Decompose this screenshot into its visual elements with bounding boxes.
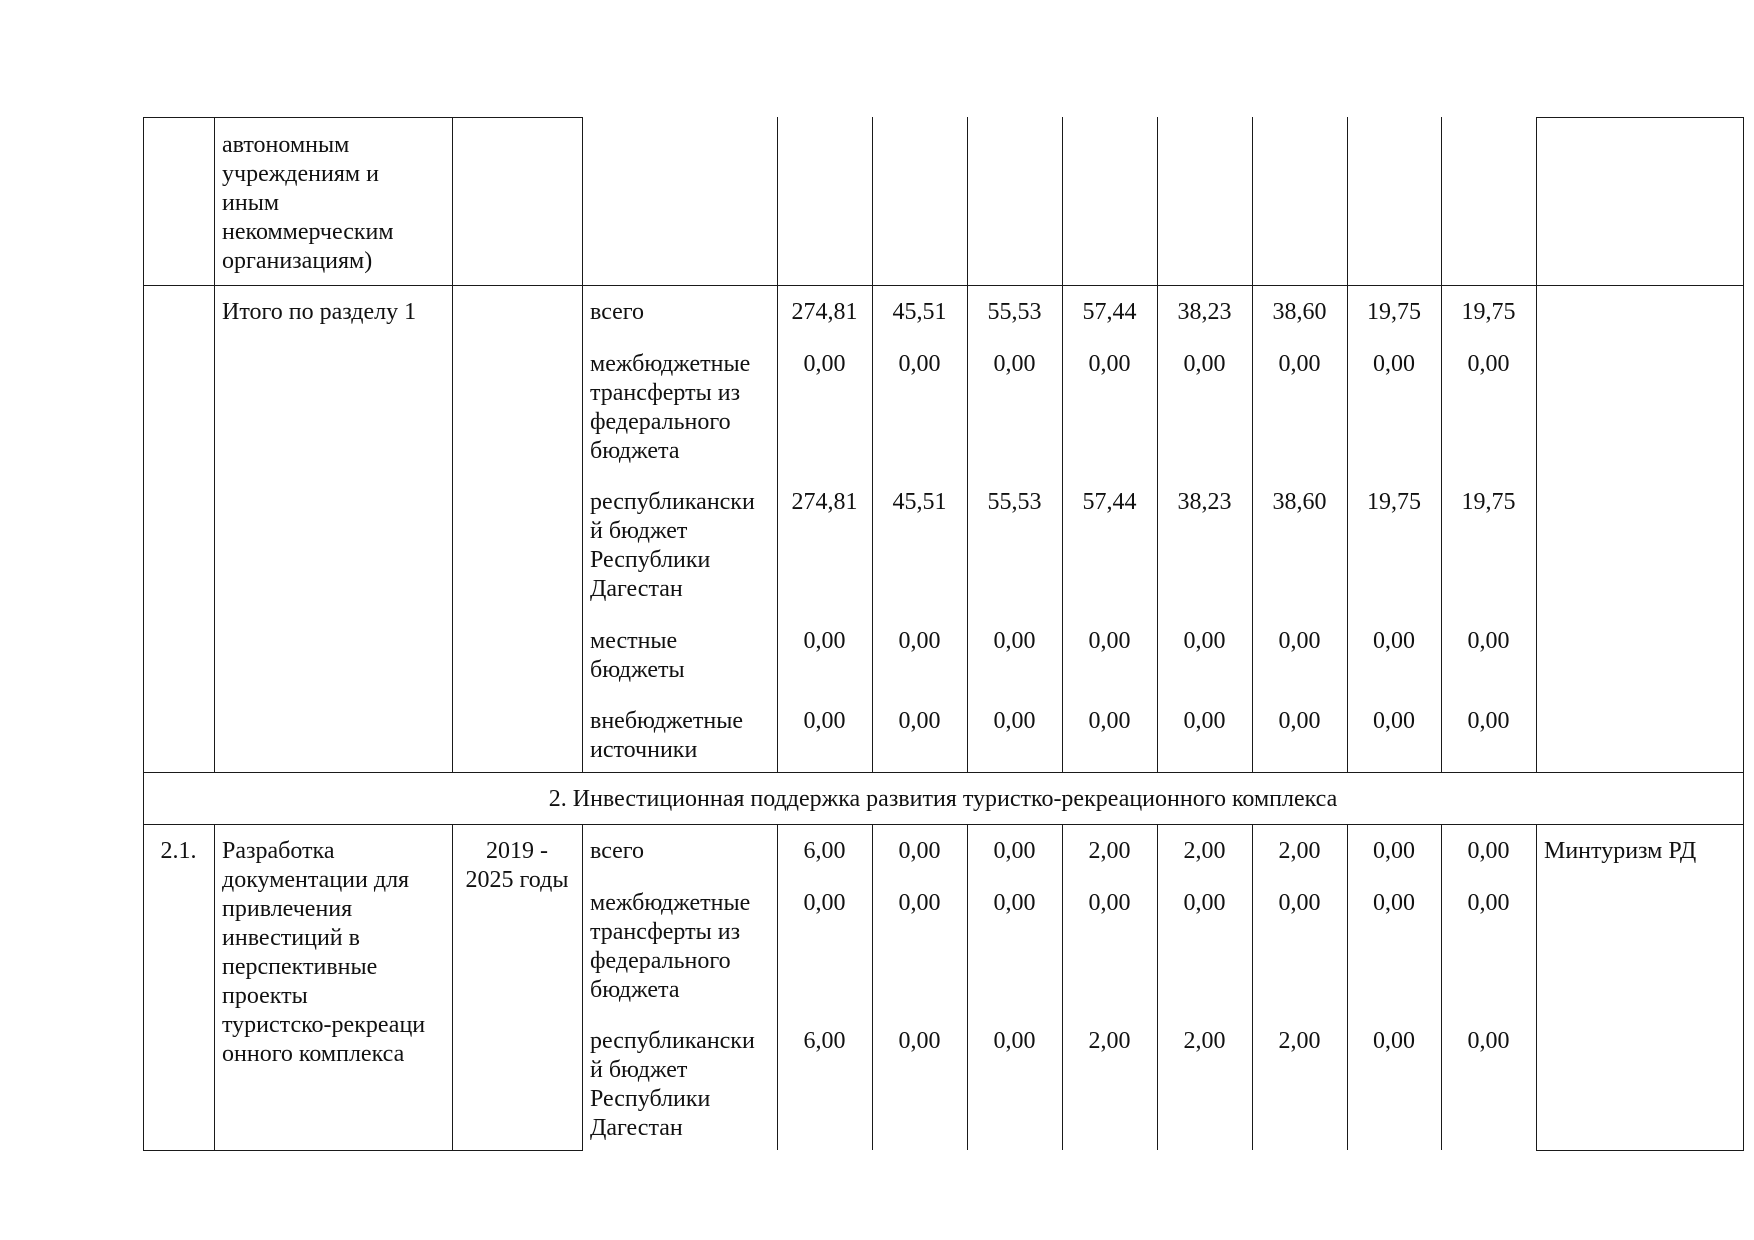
col-border xyxy=(1252,824,1253,1150)
value-cell: 0,00 xyxy=(993,890,1036,916)
col-border xyxy=(872,824,873,1150)
col-border xyxy=(1743,117,1744,772)
value-cell: 0,00 xyxy=(993,628,1036,654)
value-cell: 2,00 xyxy=(1278,1028,1321,1054)
col-border xyxy=(1347,117,1348,772)
value-cell: 0,00 xyxy=(803,708,846,734)
section-2-heading: 2. Инвестиционная поддержка развития туристко-рекреационного комплекса xyxy=(548,786,1338,812)
value-cell: 0,00 xyxy=(1467,628,1510,654)
value-cell: 0,00 xyxy=(1373,838,1415,864)
value-cell: 0,00 xyxy=(803,890,846,916)
funding-source-label: Республики xyxy=(590,547,711,573)
cell-text-line: некоммерческим xyxy=(222,219,394,245)
table-bottom-border-left xyxy=(143,1150,583,1151)
cell-text-line: Разработка xyxy=(222,838,335,864)
value-cell: 0,00 xyxy=(1373,708,1415,734)
value-cell: 2,00 xyxy=(1088,1028,1131,1054)
table-bottom-border-executor xyxy=(1536,1150,1744,1151)
col-border xyxy=(452,117,453,772)
value-cell: 0,00 xyxy=(1183,890,1226,916)
value-cell: 45,51 xyxy=(892,489,947,515)
section-total-label: Итого по разделу 1 xyxy=(222,299,417,325)
funding-source-label: межбюджетные xyxy=(590,351,751,377)
col-border xyxy=(214,117,215,772)
section-header-border xyxy=(1743,772,1744,824)
col-border xyxy=(872,117,873,772)
value-cell: 38,23 xyxy=(1177,489,1232,515)
table-top-border xyxy=(143,117,583,118)
value-cell: 57,44 xyxy=(1082,489,1137,515)
col-border xyxy=(1157,824,1158,1150)
col-border xyxy=(1536,117,1537,772)
value-cell: 0,00 xyxy=(1088,351,1131,377)
value-cell: 38,23 xyxy=(1177,299,1232,325)
value-cell: 0,00 xyxy=(1467,838,1510,864)
funding-source-label: республикански xyxy=(590,489,755,515)
row-divider xyxy=(143,772,1744,773)
cell-text-line: туристско-рекреаци xyxy=(222,1012,426,1038)
funding-source-label: бюджета xyxy=(590,977,680,1003)
value-cell: 2,00 xyxy=(1278,838,1321,864)
cell-text-line: иным xyxy=(222,190,279,216)
value-cell: 0,00 xyxy=(898,1028,941,1054)
value-cell: 0,00 xyxy=(1183,628,1226,654)
value-cell: 0,00 xyxy=(1088,890,1131,916)
value-cell: 2,00 xyxy=(1183,1028,1226,1054)
value-cell: 0,00 xyxy=(898,838,941,864)
funding-source-label: бюджета xyxy=(590,438,680,464)
col-border xyxy=(777,117,778,772)
table-top-border-executor xyxy=(1536,117,1744,118)
funding-source-label: й бюджет xyxy=(590,1057,688,1083)
col-border xyxy=(582,117,583,772)
row-divider xyxy=(143,285,1744,286)
cell-text-line: инвестиций в xyxy=(222,925,360,951)
value-cell: 0,00 xyxy=(803,628,846,654)
value-cell: 0,00 xyxy=(1278,708,1321,734)
funding-source-label: источники xyxy=(590,737,698,763)
period-line: 2025 годы xyxy=(465,867,569,893)
value-cell: 274,81 xyxy=(791,489,858,515)
value-cell: 0,00 xyxy=(1278,628,1321,654)
value-cell: 0,00 xyxy=(898,351,941,377)
value-cell: 19,75 xyxy=(1461,489,1516,515)
value-cell: 0,00 xyxy=(1278,351,1321,377)
value-cell: 0,00 xyxy=(1467,890,1510,916)
cell-text-line: документации для xyxy=(222,867,410,893)
funding-source-label: местные xyxy=(590,628,678,654)
value-cell: 0,00 xyxy=(993,838,1036,864)
col-border xyxy=(1062,824,1063,1150)
value-cell: 0,00 xyxy=(1373,890,1415,916)
cell-text-line: перспективные xyxy=(222,954,378,980)
col-border xyxy=(1441,117,1442,772)
period-line: 2019 - xyxy=(486,838,548,864)
funding-source-label: федерального xyxy=(590,948,731,974)
value-cell: 19,75 xyxy=(1367,489,1421,515)
value-cell: 0,00 xyxy=(1183,708,1226,734)
col-border xyxy=(967,824,968,1150)
funding-source-label: федерального xyxy=(590,409,731,435)
value-cell: 19,75 xyxy=(1367,299,1421,325)
value-cell: 19,75 xyxy=(1461,299,1516,325)
col-border xyxy=(1441,824,1442,1150)
value-cell: 0,00 xyxy=(1373,1028,1415,1054)
value-cell: 0,00 xyxy=(898,890,941,916)
value-cell: 0,00 xyxy=(803,351,846,377)
value-cell: 55,53 xyxy=(987,299,1042,325)
value-cell: 0,00 xyxy=(1183,351,1226,377)
funding-source-label: межбюджетные xyxy=(590,890,751,916)
value-cell: 0,00 xyxy=(1373,351,1415,377)
funding-source-label: всего xyxy=(590,299,645,325)
funding-source-label: Дагестан xyxy=(590,1115,683,1141)
col-border xyxy=(582,824,583,1150)
col-border xyxy=(967,117,968,772)
cell-text-line: онного комплекса xyxy=(222,1041,405,1067)
value-cell: 45,51 xyxy=(892,299,947,325)
funding-source-label: бюджеты xyxy=(590,657,685,683)
cell-text-line: организациям) xyxy=(222,248,373,274)
funding-source-label: Республики xyxy=(590,1086,711,1112)
value-cell: 38,60 xyxy=(1272,299,1327,325)
row-divider xyxy=(143,824,1744,825)
value-cell: 0,00 xyxy=(898,628,941,654)
cell-text-line: учреждениям и xyxy=(222,161,379,187)
funding-source-label: трансферты из xyxy=(590,380,741,406)
col-border xyxy=(143,117,144,772)
col-border xyxy=(214,824,215,1150)
value-cell: 0,00 xyxy=(1088,708,1131,734)
value-cell: 2,00 xyxy=(1088,838,1131,864)
cell-text-line: привлечения xyxy=(222,896,353,922)
value-cell: 0,00 xyxy=(898,708,941,734)
col-border xyxy=(1536,824,1537,1150)
item-number: 2.1. xyxy=(160,838,197,864)
value-cell: 0,00 xyxy=(1373,628,1415,654)
value-cell: 0,00 xyxy=(1278,890,1321,916)
col-border xyxy=(1062,117,1063,772)
col-border xyxy=(1252,117,1253,772)
value-cell: 0,00 xyxy=(993,708,1036,734)
cell-text-line: проекты xyxy=(222,983,308,1009)
value-cell: 0,00 xyxy=(1467,1028,1510,1054)
col-border xyxy=(1743,824,1744,1150)
value-cell: 57,44 xyxy=(1082,299,1137,325)
funding-source-label: й бюджет xyxy=(590,518,688,544)
value-cell: 0,00 xyxy=(993,1028,1036,1054)
funding-source-label: внебюджетные xyxy=(590,708,743,734)
col-border xyxy=(777,824,778,1150)
executor-cell: Минтуризм РД xyxy=(1544,838,1697,864)
value-cell: 6,00 xyxy=(803,838,846,864)
value-cell: 0,00 xyxy=(1467,351,1510,377)
col-border xyxy=(143,824,144,1150)
funding-source-label: Дагестан xyxy=(590,576,683,602)
value-cell: 0,00 xyxy=(1467,708,1510,734)
col-border xyxy=(1347,824,1348,1150)
funding-source-label: республикански xyxy=(590,1028,755,1054)
value-cell: 55,53 xyxy=(987,489,1042,515)
col-border xyxy=(1157,117,1158,772)
funding-source-label: всего xyxy=(590,838,645,864)
value-cell: 2,00 xyxy=(1183,838,1226,864)
value-cell: 0,00 xyxy=(993,351,1036,377)
value-cell: 38,60 xyxy=(1272,489,1327,515)
funding-source-label: трансферты из xyxy=(590,919,741,945)
value-cell: 0,00 xyxy=(1088,628,1131,654)
value-cell: 6,00 xyxy=(803,1028,846,1054)
cell-text-line: автономным xyxy=(222,132,350,158)
value-cell: 274,81 xyxy=(791,299,858,325)
